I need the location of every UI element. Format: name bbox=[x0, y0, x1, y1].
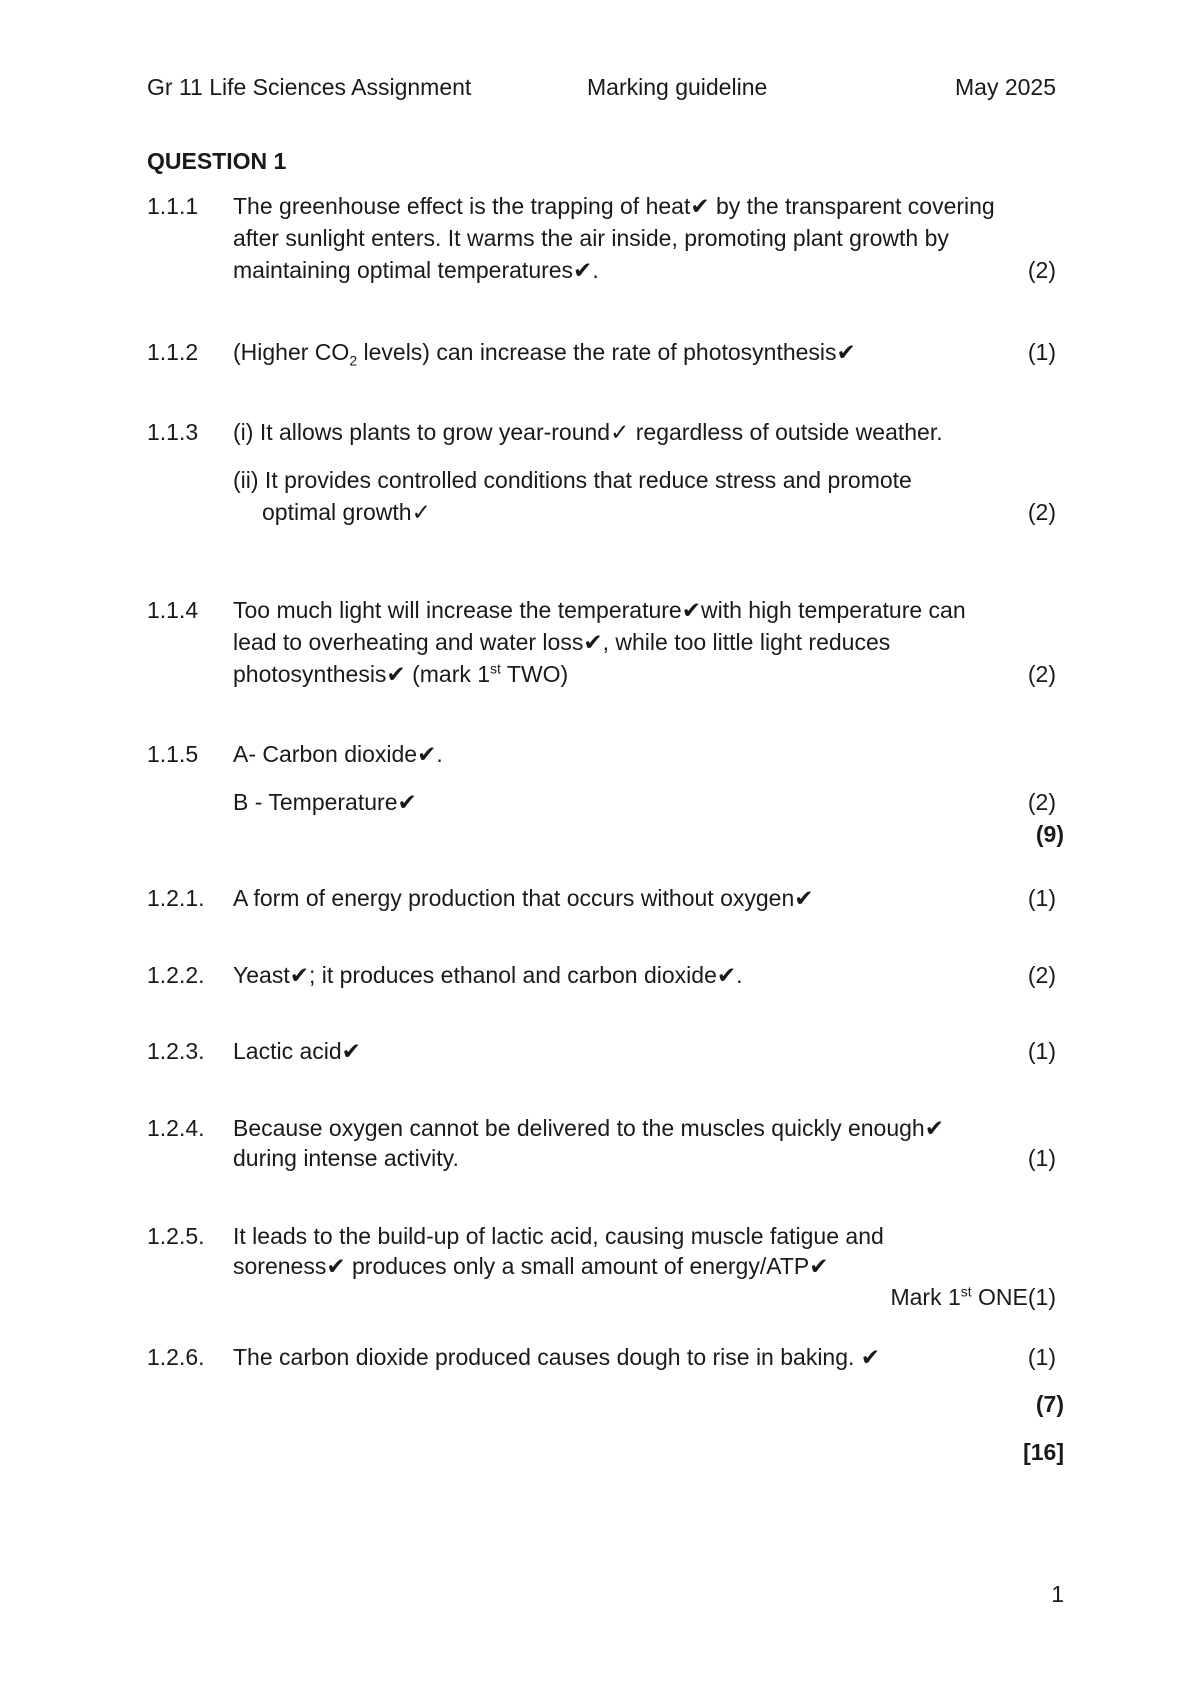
q114-number: 1.1.4 bbox=[147, 597, 199, 623]
q113-line2: (ii) It provides controlled conditions that reduce stress and promote bbox=[233, 467, 912, 493]
q113-number: 1.1.3 bbox=[147, 419, 199, 445]
q112-text-pre: (Higher CO bbox=[233, 339, 350, 365]
header-right: May 2025 bbox=[955, 74, 1057, 100]
q124-number: 1.2.4. bbox=[147, 1115, 205, 1141]
q121-number: 1.2.1. bbox=[147, 885, 205, 911]
q114-line3-pre: photosynthesis✔ (mark 1 bbox=[233, 661, 491, 687]
q121-marks: (1) bbox=[1027, 885, 1056, 911]
q113-line3: optimal growth✓ bbox=[262, 499, 431, 525]
header-center: Marking guideline bbox=[587, 74, 768, 100]
q112-marks: (1) bbox=[1027, 339, 1056, 365]
question-title: QUESTION 1 bbox=[147, 148, 287, 174]
q111-line1: The greenhouse effect is the trapping of heat✔ by the transparent covering bbox=[233, 193, 995, 219]
q115-line1: A- Carbon dioxide✔. bbox=[233, 741, 443, 767]
q115-marks: (2) bbox=[1027, 789, 1056, 815]
q115-number: 1.1.5 bbox=[147, 741, 199, 767]
q125-line2: soreness✔ produces only a small amount of energy/ATP✔ bbox=[233, 1253, 829, 1279]
q114-line1: Too much light will increase the temperature✔with high temperature can bbox=[233, 597, 966, 623]
q125-marks bbox=[890, 1281, 1056, 1313]
q111-line2: after sunlight enters. It warms the air inside, promoting plant growth by bbox=[233, 225, 949, 251]
q112-text bbox=[233, 336, 856, 368]
page-number: 1 bbox=[1051, 1581, 1064, 1607]
q111-line3: maintaining optimal temperatures✔. bbox=[233, 257, 599, 283]
q123-text: Lactic acid✔ bbox=[233, 1038, 361, 1064]
q122-number: 1.2.2. bbox=[147, 962, 205, 988]
q125-mark-post: ONE(1) bbox=[971, 1284, 1056, 1310]
q124-line2: during intense activity. bbox=[233, 1145, 459, 1171]
q121-text: A form of energy production that occurs without oxygen✔ bbox=[233, 885, 814, 911]
subtotal-1-2: (7) bbox=[1035, 1391, 1064, 1417]
q113-marks: (2) bbox=[1027, 499, 1056, 525]
q112-number: 1.1.2 bbox=[147, 339, 199, 365]
q115-line2: B - Temperature✔ bbox=[233, 789, 417, 815]
q114-marks: (2) bbox=[1027, 661, 1056, 687]
q112-text-post: levels) can increase the rate of photosynthesis✔ bbox=[357, 339, 856, 365]
q123-number: 1.2.3. bbox=[147, 1038, 205, 1064]
q125-superscript: st bbox=[960, 1283, 972, 1300]
grand-total: [16] bbox=[1023, 1439, 1064, 1465]
q125-number: 1.2.5. bbox=[147, 1223, 205, 1249]
q123-marks: (1) bbox=[1027, 1038, 1056, 1064]
q126-marks: (1) bbox=[1027, 1344, 1056, 1370]
header-left: Gr 11 Life Sciences Assignment bbox=[147, 74, 472, 100]
q111-number: 1.1.1 bbox=[147, 193, 199, 219]
q126-number: 1.2.6. bbox=[147, 1344, 205, 1370]
q122-marks: (2) bbox=[1027, 962, 1056, 988]
q114-line2: lead to overheating and water loss✔, while too little light reduces bbox=[233, 629, 891, 655]
q125-line1: It leads to the build-up of lactic acid, causing muscle fatigue and bbox=[233, 1223, 884, 1249]
q114-superscript: st bbox=[490, 660, 501, 677]
q122-text: Yeast✔; it produces ethanol and carbon dioxide✔. bbox=[233, 962, 743, 988]
q111-marks: (2) bbox=[1027, 257, 1056, 283]
q112-subscript: 2 bbox=[349, 352, 358, 369]
q124-marks: (1) bbox=[1027, 1145, 1056, 1171]
q114-line3 bbox=[233, 658, 568, 690]
q114-line3-post: TWO) bbox=[500, 661, 569, 687]
q125-mark-pre: Mark 1 bbox=[890, 1284, 961, 1310]
q113-line1: (i) It allows plants to grow year-round✓ regardless of outside weather. bbox=[233, 419, 943, 445]
q124-line1: Because oxygen cannot be delivered to the muscles quickly enough✔ bbox=[233, 1115, 944, 1141]
subtotal-1-1: (9) bbox=[1035, 821, 1064, 847]
q126-text: The carbon dioxide produced causes dough to rise in baking. ✔ bbox=[233, 1344, 881, 1370]
